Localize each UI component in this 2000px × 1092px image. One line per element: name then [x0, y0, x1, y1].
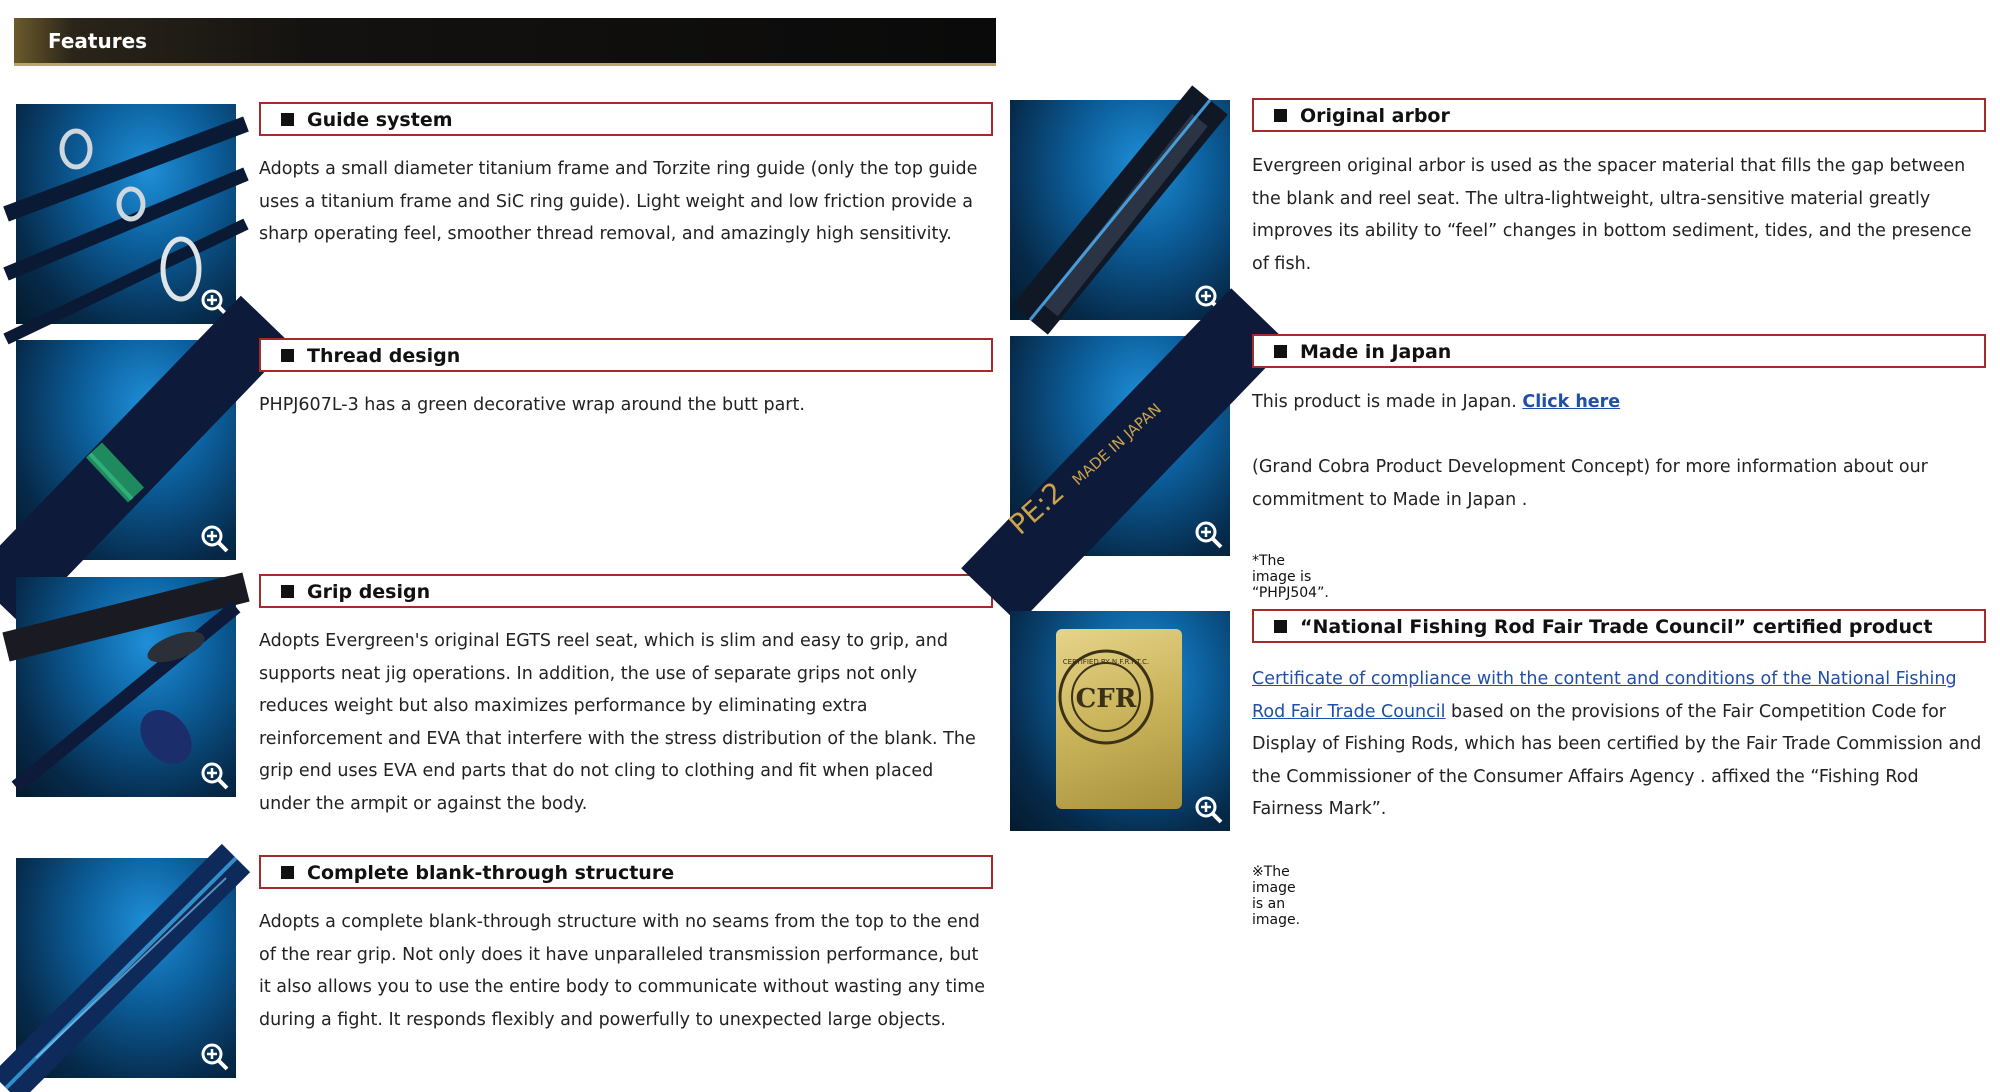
zoom-in-icon[interactable] [1194, 795, 1224, 825]
grip-design-title-box [259, 574, 993, 608]
fair-trade-badge [1056, 629, 1182, 809]
fair-trade-text-after-link: based on the provisions of the Fair Competition Code for Display of Fishing Rods, which has been certified by the Fair Trade Commission and the Commissioner of the Consumer Affairs Agency . affixed the “Fishing Rod Fairness Mark”. [1252, 701, 1982, 819]
grip-design-text: Adopts Evergreen's original EGTS reel seat, which is slim and easy to grip, and supports neat jig operations. In addition, the use of separate grips not only reduces weight but also maximizes performance by eliminating extra reinforcement and EVA that interfere with the stress distribution of the blank. The grip end uses EVA end parts that do not cling to clothing and fit when placed under the armpit or against the body. [259, 631, 976, 814]
blank-through-title-box [259, 855, 993, 889]
original-arbor-title-box [1252, 98, 1986, 132]
fair-trade-note: ※The image is an image. [1252, 864, 1301, 928]
guide-system-text: Adopts a small diameter titanium frame and Torzite ring guide (only the top guide uses a titanium frame and SiC ring guide). Light weight and low friction provide a sharp operating feel, smoother thread removal, and amazingly high sensitivity. [259, 159, 978, 244]
fair-trade-text [1252, 663, 1990, 826]
thread-design-text: PHPJ607L-3 has a green decorative wrap around the butt part. [259, 395, 805, 415]
badge-logo: CFR [1075, 684, 1137, 714]
zoom-in-icon[interactable] [200, 1042, 230, 1072]
square-bullet-icon [281, 866, 294, 879]
grip-design-image[interactable] [16, 577, 236, 797]
features-header [14, 18, 996, 66]
made-in-japan-text-before-link: This product is made in Japan. [1252, 392, 1523, 412]
features-title: Features [48, 29, 148, 53]
grip-design-title: Grip design [307, 581, 431, 603]
guide-system-title: Guide system [307, 109, 453, 131]
original-arbor-title: Original arbor [1300, 105, 1450, 127]
zoom-in-icon[interactable] [200, 761, 230, 791]
square-bullet-icon [1274, 620, 1287, 633]
guide-system-image[interactable] [16, 104, 236, 324]
made-in-japan-text [1252, 386, 1987, 419]
square-bullet-icon [1274, 109, 1287, 122]
blank-through-image[interactable] [16, 858, 236, 1078]
thread-design-title: Thread design [307, 345, 461, 367]
blank-through-text: Adopts a complete blank-through structure with no seams from the top to the end of the rear grip. Not only does it have unparalleled transmission performance, but it also allows you to use the entire body to communicate without wasting any time during a fight. It responds flexibly and powerfully to unexpected large objects. [259, 912, 986, 1030]
thread-design-image[interactable] [16, 340, 236, 560]
square-bullet-icon [1274, 345, 1287, 358]
zoom-in-icon[interactable] [200, 524, 230, 554]
made-in-japan-text-after: (Grand Cobra Product Development Concept) for more information about our commitment to Made in Japan . [1252, 457, 1928, 510]
badge-arc-text: CERTIFIED BY N.F.R.F.T.C. [1062, 658, 1150, 666]
made-in-japan-title-box [1252, 334, 1986, 368]
square-bullet-icon [281, 113, 294, 126]
square-bullet-icon [281, 585, 294, 598]
blank-through-title: Complete blank-through structure [307, 862, 675, 884]
made-in-japan-image[interactable] [1002, 336, 1230, 556]
click-here-link[interactable]: Click here [1522, 392, 1621, 412]
svg-text:PE:2: PE:2 [1002, 475, 1071, 542]
certificate-link[interactable]: Certificate of compliance with the content and conditions of the National Fishing Rod Fair Trade Council [1252, 669, 1957, 722]
zoom-in-icon[interactable] [1194, 520, 1224, 550]
fair-trade-image[interactable] [1010, 611, 1230, 831]
thread-design-title-box [259, 338, 993, 372]
made-in-japan-note: *The image is “PHPJ504”. [1252, 553, 1329, 601]
original-arbor-text: Evergreen original arbor is used as the spacer material that fills the gap between the blank and reel seat. The ultra-lightweight, ultra-sensitive material greatly improves its ability to “feel” changes in bottom sediment, tides, and the presence of fish. [1252, 156, 1972, 274]
svg-text:MADE IN JAPAN: MADE IN JAPAN [1068, 399, 1165, 489]
original-arbor-image[interactable] [1010, 100, 1230, 320]
square-bullet-icon [281, 349, 294, 362]
fair-trade-title-box [1252, 609, 1986, 643]
fair-trade-title: “National Fishing Rod Fair Trade Council” certified product [1300, 616, 1933, 638]
guide-system-title-box [259, 102, 993, 136]
made-in-japan-title: Made in Japan [1300, 341, 1452, 363]
